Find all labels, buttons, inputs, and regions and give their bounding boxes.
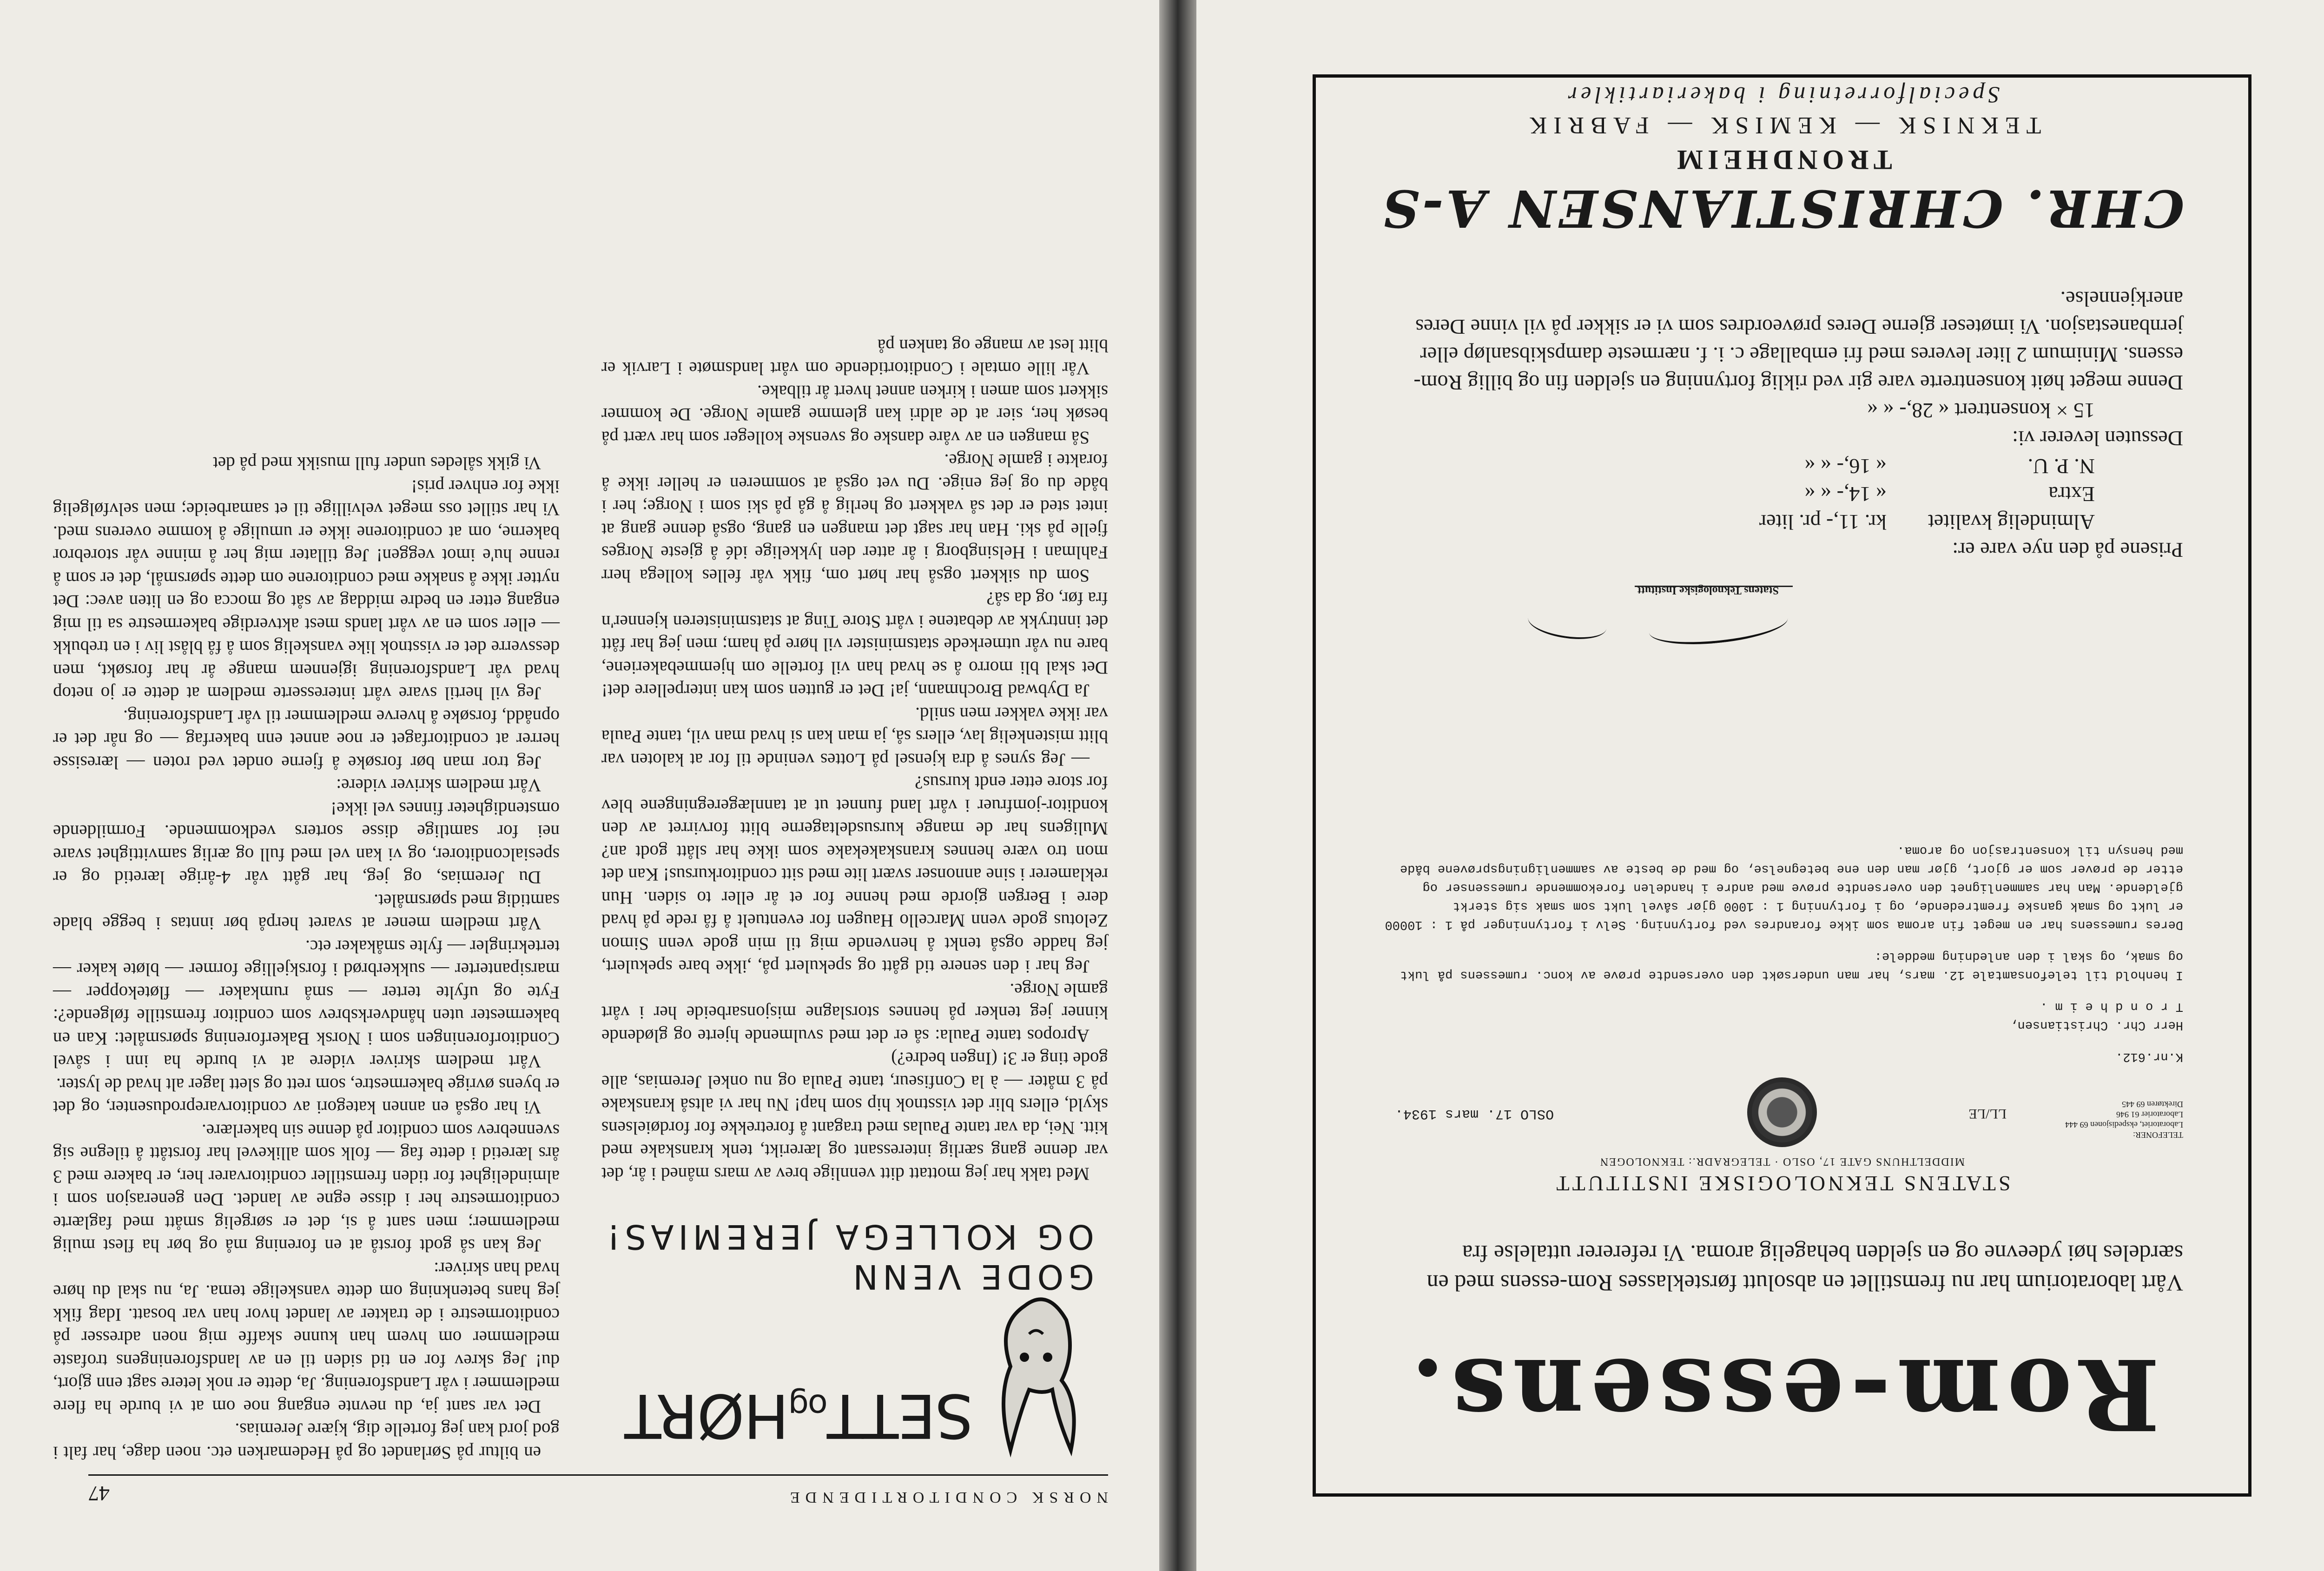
ad-body-text: Denne meget høit konsentrerte vare gir ved riklig fortynning en sjelden fin og billig Rom-essens. Minimum 2 liter leveres med fri emballage c. i. f. nærmeste dampskibsanløp eller jernbanestasjon. Vi imøteser gjerne Deres prøveordres som vi er sikker på vil vinne Deres anerkjennelse. [1413,287,2183,395]
ad-intro-text: Vårt laboratorium har nu fremstillet en absolutt førsteklasses Rom-essens med en særdeles høi ydeevne og en sjelden behagelig aroma. Vi refererer uttalelse fra [1426,1241,2183,1296]
company-name: CHR. CHRISTIANSEN A-S [1380,178,2185,238]
paragraph: Vårt medlem skriver videre at vi burde ha inn i såvel Conditorforeningen som i Norsk Bakerforening spørsmålet: Kan en bakermester uten håndverksbrev som conditor fremstille følgende?: Fyte og ufylte terter — små rumkaker — fløtekopper — marsipanterter — sukkerbrød i forskjellige former — bløte kaker — tertekringler — fylte småkaker etc. [53,937,560,1072]
column-logo [601,1204,1108,1464]
paragraph: Som du sikkert også har hørt om, fikk vår felles kollega herr Fahlman i Helsingborg i år atter den lykkelige idé å gjeste Norges fjelle på ski. Han har sagt det mangen en gang, også denne gang at intet sted er det så vakkert og herlig å gå på ski som i Norge; her i både du og jeg enige. Du vet også at sommeren er heller ikke å forakte i gamle Norge. [601,450,1108,586]
price-row: Almindelig kvalitet kr. 11,- pr. liter [1759,510,2095,534]
phone-line: Direktøren 69 445 [2122,1100,2183,1109]
price-row: Extra « 14,- « « [1804,482,2095,506]
paragraph: Vårt medlem mener at svaret herpå bør inntas i begge blade samtidig med spørsmålet. [53,891,560,934]
paragraph: Jeg kan så godt forstå at en forening må og bør ha flest mulig medlemmer; men sant å si, det er sørgelig smått med faglærte conditormestre her i disse egne av landet. Den generasjon som i almindelighet for tiden fremstiller conditorvarer her, er bakere med 3 års læretid i dette fag — folk som allikevel har forstått å tilegne sig svennebrev som conditor på denne sin bakerlære. [53,1121,560,1256]
paragraph: Vi har også en annen kategori av conditorvareprodusenter, og det er byens øvrige bakermestre, som rett og slett lager alt hvad de lyster. [53,1075,560,1118]
letter-paragraph: I henhold til telefonsamtale 12. mars, har man undersøkt den oversendte prøve av konc. rumessens på lukt og smak, og skal i den anledning meddele: [1400,949,2183,982]
paragraph: Med takk har jeg mottatt ditt vennlige brev av mars måned i år, det var denne gang særlig interessant og lærerikt, tenk kranskake med kitt. Nei, da var tante Paulas med tragant å foretrekke for fordøielsens skyld, ellers blir det visstnok hip som hap! Nu har vi altså kranskake på 3 måter — à la Confiseur, tante Paula og nu onkel Jeremias, alle gode ting er 3! (Ingen bedre?) [601,1049,1108,1184]
phone-label: TELEFONER: [2133,1130,2183,1140]
left-column [601,334,1108,1465]
paragraph: Så mangen en av våre danske og svenske kolleger som har vært på besøk her, sier at de aldri kan glemme gamle Norge. De kommer sikkert som amen i kirken annet hvert år tilbake. [601,382,1108,448]
article-page [0,0,1159,1571]
advertisement-frame [1313,74,2251,1497]
phone-line: Laboratorier 61 946 [2116,1110,2183,1119]
institute-emblem-icon [1747,1077,1817,1147]
letter-date: OSLO 17. mars 1934. [1395,1106,1554,1122]
paragraph: Apropos tante Paula: så er det med svulmende hjerte og glødende kinner jeg tenker på hennes storslagne misjonsarbeide her i vårt gamle Norge. [601,980,1108,1046]
company-line: TEKNISK — KEMISK — FABRIK [1523,112,2041,139]
paragraph: Du Jeremias, og jeg, har gått vår 4-årige læretid og er spesialconditorer, og vi kan vel med full og ærlig samvittighet svare nei for samtlige disse sorters vedkommende. Formildende omstendigheter finnes vel ikke! [53,799,560,888]
ad-headline: Rom-essens. [1404,1337,2160,1452]
magazine-name: NORSK CONDITORTIDENDE [784,1489,1108,1506]
besides-text: Dessuten leverer vi: [2012,427,2183,450]
paragraph: Det var sant ja, du nevnte engang noe om at vi burde ha flere medlemmer i vår Landsforening. Ja, dette er nok letere sagt enn gjort, du! Jeg skrev for en tid siden til en av landsforeningens trofaste medlemmer om hvem han kunne skaffe mig noen adresser på conditormestre i de trakter av landet hvor han var bosatt. Idag fikk jeg hans betenkning om dette vanskelige tema. Ja, nu skal du høre hvad han skriver: [53,1259,560,1417]
phone-line: Laboratoriet, ekspedisjonen 69 444 [2065,1120,2183,1129]
paragraph: Jeg tror man bør forsøke å fjerne ondet ved roten — læresisse herrer at conditorfaget er noe annet enn bakerfag — og når det er opnådd, forsøke å hverve medlemmer til vår Landsforening. [53,706,560,772]
company-specialty: Specialforretning i bakeriartikler [1564,82,2000,108]
handwritten-initials [1526,603,1608,643]
paragraph: en biltur på Sørlandet og på Hedemarken etc. noen dage, har falt i god jord kan jeg fortelle dig, kjære Jeremias. [53,1419,560,1463]
institute-letterhead [1381,1089,2183,1196]
advertisement-page [1196,0,2324,1571]
price-row: N. P. U. « 16,- « « [1804,455,2095,478]
paragraph: Vi gikk således under full musikk med på det [212,453,541,474]
concentrate-price: 15 × konsentrert « 28,- « « [1867,399,2095,422]
letter-addressee: Herr Chr. Christiansen, T r o n d h e i m . [2010,999,2183,1032]
institute-stamp: Statens Teknologiske Institutt [1635,586,1793,647]
paragraph: Vår lille omtale i Conditortidende om vårt landsmøte i Larvik er blitt lest av mange og tanken på [601,336,1108,379]
letterhead-title: STATENS TEKNOLOGISKE INSTITUTT [1553,1172,2011,1195]
paragraph: Vårt medlem skriver videre: [336,775,541,796]
prices-intro: Prisene på den nye vare er: [1952,538,2183,562]
signature-area [1523,582,1849,657]
running-head [88,1474,1108,1506]
paragraph: Ja Dybwad Brochmann, ja! Det er gutten som kan interpellere det! Det skal bli morro å se hvad han vil fortelle om hjemmebakeriene, bare nu vår utmerkede statsminister vil høre på ham; men jeg har fått det inntrykk av debatene i vårt Store Ting at statsministeren kjenner'n fra før, og da så? [601,588,1108,701]
company-block [1316,82,2248,238]
quoted-letter [1381,828,2183,1066]
letterhead-phones [2065,1099,2183,1140]
letter-reference: LL/LE [1968,1106,2007,1122]
letterhead-address: MIDDELTHUNS GATE 17, OSLO · TELEGRADR.: TEKNOLOGEN [1599,1155,1965,1168]
article-title: GODE VENN OG KOLLEGA JEREMIAS! [602,1217,1094,1296]
paragraph: Jeg har i den senere tid gått og spekulert på, ,ikke bare spekulert, jeg hadde også tenkt å henvende mig til min gode venn Simon Zelotus gode venn Marcello Haugen for eventuelt å få rede på hvad dere i Bergen gjorde med henne for et år eller to siden. Hun reklamerer i sine annonser svært lite med sitt conditorkursus! Kan det mon tro være hennes kranskakekake som ikke har slått godt an? Muligens har de mange kursusdeltagerne blitt forvirret av den konditor-jomfruer i vårt land funnet ut at tannlægeregningene blev for store etter endt kursus? [601,772,1108,977]
paragraph: Jeg vil hertil svare vårt interesserte medlem at dette er jo netop hvad vår Landsforening igjennem mange år har forsøkt, men dessverre det er visstnok like vanskelig som å få blåst liv i en trebukk — eller som en av vårt lands mest aktverdige bakermestre sa til mig engang etter en bedre middag av såt og mocca og en liten avec: Det nytter ikke å snakke med conditorene om dette spørsmål, det er som å renne hu'e imot veggen! Jeg tillater mig her å minne vår storebror bakerne, om at conditorene ikke er umulige å komme overens med. Vi har stillet oss meget velvillige til et samarbeide; men selvfølgelig ikke for enhver pris! [53,476,560,704]
price-list [1381,285,2183,564]
paragraph: — Jeg synes å dra kjensel på Lottes veninde til for at kaloten var blitt mistenkelig lav, ellers så, ja man kan si hvad man vil, tante Paula var ikke vakker men snild. [601,704,1108,770]
page-number: 47 [88,1482,110,1505]
right-column [53,452,560,1464]
binding-gutter [1159,0,1196,1571]
logo-text: SETTogHØRT [625,1380,973,1451]
rabbit-icon [978,1283,1103,1459]
letter-kref: K.nr.612. [2115,1050,2183,1063]
company-city: TRONDHEIM [1672,145,1892,175]
letter-paragraph: Deres rumessens har en meget fin aroma som ikke forandres ved fortynning. Selv i fortynninger på 1 : 10000 er lukt og smak ganske fremtredende, og i fortynning 1 : 1000 gjør såvel lukt som smak sig sterkt gjeldende. Man har sammenlignet den oversendte prøve med andre i handelen forekommende rumessenser og etter de prøver som er gjort, gjør man den ene betegnelse, og med de beste av sammenligningsprøvene både med hensyn til konsentrasjon og aroma. [1385,843,2183,931]
